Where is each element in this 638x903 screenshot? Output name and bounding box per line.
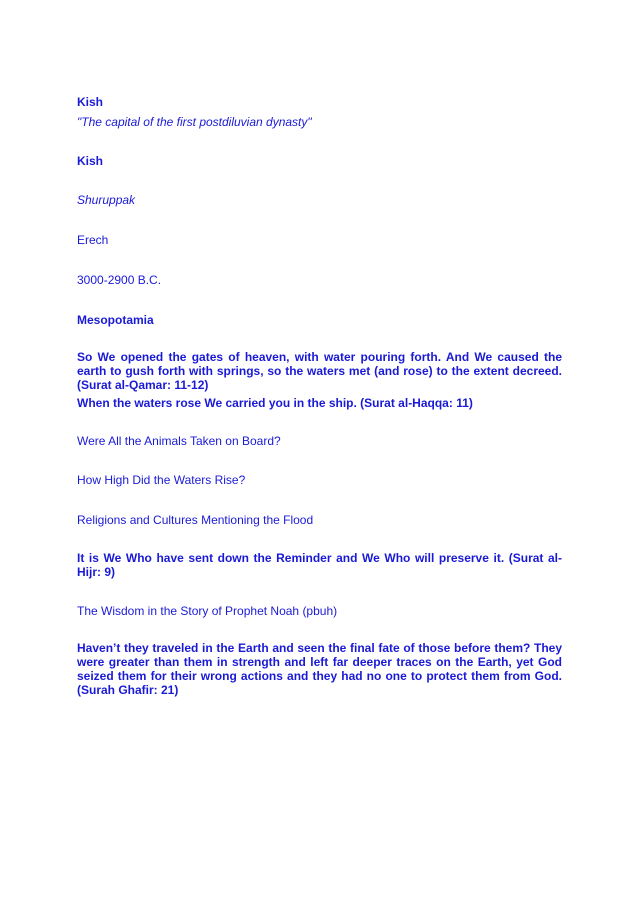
erech-label: Erech [77, 233, 109, 247]
kish-heading-second: Kish [77, 154, 104, 168]
mesopotamia-heading: Mesopotamia [77, 313, 154, 327]
verse-ghafir: Haven’t they traveled in the Earth and seen the final fate of those before them? They were greater than them in strength and left far deeper traces on the Earth, yet God seized them for their wrong actions and they had no one to protect them from God. (Surah Ghafir: 21) [77, 641, 562, 697]
verse-qamar: So We opened the gates of heaven, with water pouring forth. And We caused the earth to gush forth with springs, so the waters met (and rose) to the extent decreed. (Surat al-Qamar: 11-12) [77, 350, 562, 392]
date-range-label: 3000-2900 B.C. [77, 273, 162, 287]
waters-heading: How High Did the Waters Rise? [77, 473, 246, 487]
shuruppak-label: Shuruppak [77, 193, 136, 207]
verse-hijr: It is We Who have sent down the Reminder and We Who will preserve it. (Surat al-Hijr: 9) [77, 551, 562, 579]
verse-haqqa: When the waters rose We carried you in the ship. (Surat al-Haqqa: 11) [77, 396, 473, 410]
animals-heading: Were All the Animals Taken on Board? [77, 434, 281, 448]
wisdom-heading: The Wisdom in the Story of Prophet Noah (pbuh) [77, 604, 338, 618]
kish-caption: "The capital of the first postdiluvian dynasty" [77, 115, 312, 129]
kish-heading: Kish [77, 95, 104, 109]
religions-heading: Religions and Cultures Mentioning the Flood [77, 513, 314, 527]
